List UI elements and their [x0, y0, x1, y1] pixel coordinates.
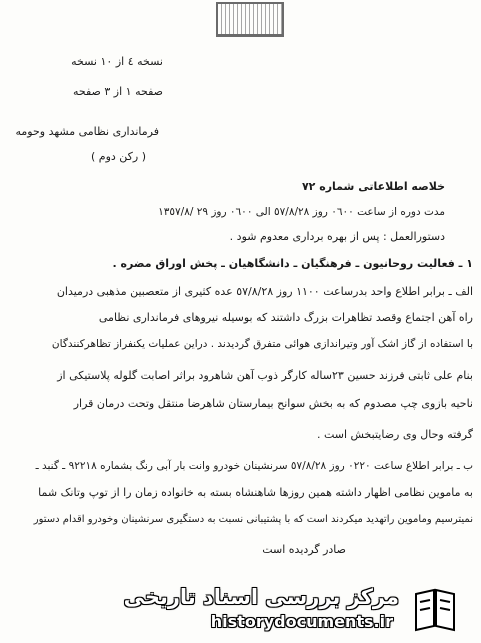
section-heading: ١ ـ فعالیت روحانیون ـ فرهنگیان ـ دانشگاهیان ـ پخش اوراق مضره .	[112, 257, 473, 270]
paragraph-b-line: ب ـ برابر اطلاع ساعت ٠٢٢٠ روز ٥٧/٨/٢٨ سرنشینان خودرو وانت بار آبی رنگ بشماره ٩٢٢١٨ ـ گنبد ـ	[35, 460, 473, 472]
paragraph-a-line: بنام علی ثابتی فرزند حسین ٢٣ساله کارگر ذوب آهن شاهرود براثر اصابت گلوله پلاستیکی از	[57, 369, 473, 382]
copy-number: نسخه ٤ از ١٠ نسخه	[71, 55, 163, 68]
paragraph-a-line: گرفته وحال وی رضایتبخش است .	[316, 428, 473, 441]
archive-logo-icon	[408, 586, 462, 632]
office-code: ( رکن دوم )	[90, 150, 146, 163]
paragraph-b-line: صادر گردیده است	[262, 543, 346, 556]
handling-instruction: دستورالعمل : پس از بهره برداری معدوم شود .	[229, 230, 445, 243]
paragraph-b-line: نمیترسیم وماموین راتهدید میکردند است که با پشتیبانی نسبت به دستگیری سرنشینان وخودرو اقدام دستور	[33, 514, 473, 525]
page-number: صفحه ١ از ٣ صفحه	[72, 85, 163, 98]
classification-stamp	[216, 2, 284, 37]
report-period: مدت دوره از ساعت ٠٦٠٠ روز ٥٧/٨/٢٨ الی ٠٦٠٠ روز ٢٩ /١٣٥٧/٨	[158, 206, 445, 218]
watermark-title: مرکز بررسی اسناد تاریخی	[123, 585, 399, 609]
document-title: خلاصه اطلاعاتی شماره ٧٢	[301, 180, 445, 193]
paragraph-a-line: الف ـ برابر اطلاع واحد بدرساعت ١١٠٠ روز ٥٧/٨/٢٨ عده کثیری از متعصبین مذهبی درمیدان	[56, 285, 473, 298]
issuing-office: فرمانداری نظامی مشهد وحومه	[15, 125, 159, 138]
paragraph-b-line: به ماموین نظامی اظهار داشته همین روزها شاهنشاه بسته به خانواده زمان را از توپ وتانک شما	[38, 486, 473, 499]
watermark-url: historydocuments.ir	[210, 612, 393, 631]
paragraph-a-line: ناحیه بازوی چپ مصدوم که به بخش سوانح بیمارستان شاهرضا منتقل وتحت درمان قرار	[73, 397, 473, 410]
paragraph-a-line: راه آهن اجتماع وقصد تظاهرات بزرگ داشتند که بوسیله نیروهای فرمانداری نظامی	[98, 311, 473, 324]
paragraph-a-line: با استفاده از گاز اشک آور وتیراندازی هوائی متفرق گردیدند . دراین عملیات یکنفراز تظاهرکنندگان	[51, 338, 473, 350]
